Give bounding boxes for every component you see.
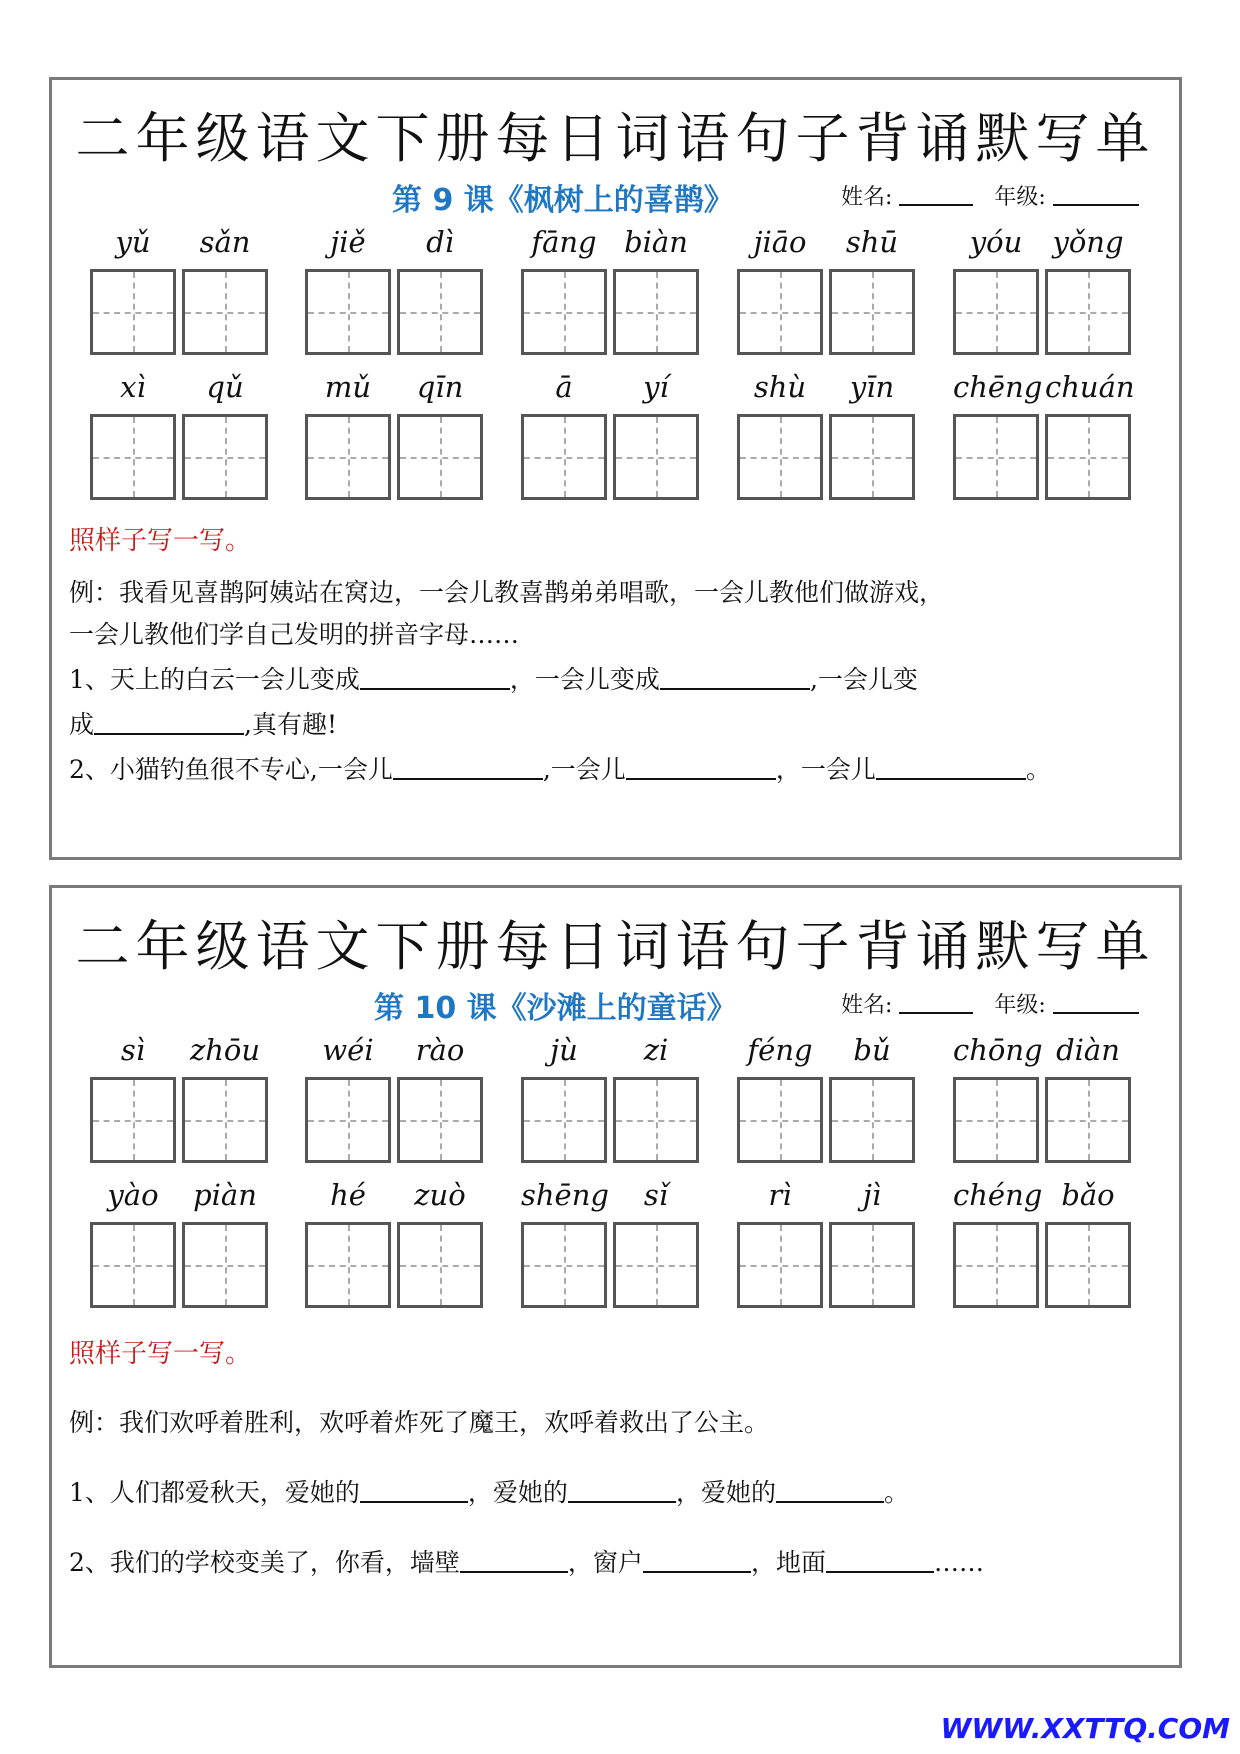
grid-guide-vertical bbox=[780, 272, 782, 352]
writing-grid[interactable] bbox=[737, 269, 823, 355]
pinyin-label: sǎn bbox=[199, 225, 251, 259]
instruction: 照样子写一写。 bbox=[69, 1339, 252, 1369]
question-1-text-e: ,真有趣! bbox=[244, 710, 338, 739]
question-1-text-c: ,一会儿变 bbox=[809, 665, 918, 694]
question-1-text-a: 1、人们都爱秋天，爱她的 bbox=[69, 1478, 360, 1507]
pinyin-label: rì bbox=[768, 1178, 792, 1212]
grid-guide-vertical bbox=[872, 272, 874, 352]
writing-grid[interactable] bbox=[953, 1222, 1039, 1308]
grid-guide-vertical bbox=[656, 417, 658, 497]
writing-grid[interactable] bbox=[613, 269, 699, 355]
writing-grid[interactable] bbox=[521, 269, 607, 355]
writing-grid[interactable] bbox=[182, 1077, 268, 1163]
pinyin-label: yóu bbox=[969, 225, 1023, 259]
grid-guide-vertical bbox=[348, 1080, 350, 1160]
site-watermark: WWW.XXTTQ.COM bbox=[940, 1712, 1230, 1745]
name-label: 姓名: bbox=[841, 185, 893, 210]
pinyin-label: jù bbox=[550, 1033, 578, 1067]
pinyin-label: chēng bbox=[953, 370, 1043, 404]
question-1 bbox=[69, 1473, 909, 1509]
lesson-heading: 第 9 课《枫树上的喜鹊》 bbox=[392, 183, 734, 218]
question-2-text-c: ，一会儿 bbox=[775, 755, 876, 784]
writing-grid[interactable] bbox=[737, 1077, 823, 1163]
pinyin-label: chéng bbox=[953, 1178, 1043, 1212]
pinyin-label: xì bbox=[120, 370, 146, 404]
writing-grid[interactable] bbox=[953, 269, 1039, 355]
question-2 bbox=[69, 750, 1051, 786]
pinyin-label: biàn bbox=[624, 225, 688, 259]
grid-guide-vertical bbox=[996, 417, 998, 497]
grid-guide-vertical bbox=[996, 272, 998, 352]
answer-blank[interactable] bbox=[660, 668, 810, 690]
question-1 bbox=[69, 660, 918, 696]
pinyin-label: féng bbox=[747, 1033, 813, 1067]
pinyin-label: ā bbox=[555, 370, 573, 404]
writing-grid[interactable] bbox=[397, 1077, 483, 1163]
grid-guide-vertical bbox=[780, 1080, 782, 1160]
grid-guide-vertical bbox=[133, 417, 135, 497]
pinyin-label: bǎo bbox=[1061, 1178, 1115, 1212]
pinyin-label: dì bbox=[426, 225, 454, 259]
writing-grid[interactable] bbox=[737, 414, 823, 500]
writing-grid[interactable] bbox=[521, 1077, 607, 1163]
grid-guide-vertical bbox=[1088, 1080, 1090, 1160]
writing-grid[interactable] bbox=[397, 1222, 483, 1308]
writing-grid[interactable] bbox=[182, 414, 268, 500]
writing-grid[interactable] bbox=[305, 1222, 391, 1308]
grid-guide-vertical bbox=[1088, 417, 1090, 497]
question-1-text-c: ，爱她的 bbox=[675, 1478, 776, 1507]
question-1-text-b: ，一会儿变成 bbox=[509, 665, 660, 694]
writing-grid[interactable] bbox=[90, 269, 176, 355]
writing-grid[interactable] bbox=[90, 414, 176, 500]
writing-grid[interactable] bbox=[90, 1077, 176, 1163]
writing-grid[interactable] bbox=[1045, 269, 1131, 355]
pinyin-label: yí bbox=[643, 370, 669, 404]
writing-grid[interactable] bbox=[521, 414, 607, 500]
writing-grid[interactable] bbox=[397, 414, 483, 500]
writing-grid[interactable] bbox=[829, 269, 915, 355]
grade-blank[interactable] bbox=[1053, 994, 1139, 1014]
pinyin-label: chuán bbox=[1045, 370, 1135, 404]
grid-guide-vertical bbox=[872, 417, 874, 497]
grid-guide-vertical bbox=[1088, 272, 1090, 352]
writing-grid[interactable] bbox=[182, 269, 268, 355]
grid-guide-vertical bbox=[225, 1080, 227, 1160]
lesson-heading: 第 10 课《沙滩上的童话》 bbox=[374, 991, 737, 1026]
pinyin-label: sì bbox=[120, 1033, 146, 1067]
worksheet-title: 二年级语文下册每日词语句子背诵默写单 bbox=[75, 107, 1156, 170]
pinyin-label: zuò bbox=[414, 1178, 466, 1212]
grid-guide-vertical bbox=[872, 1225, 874, 1305]
question-2-text-a: 2、小猫钓鱼很不专心,一会儿 bbox=[69, 755, 393, 784]
writing-grid[interactable] bbox=[613, 1222, 699, 1308]
writing-grid[interactable] bbox=[737, 1222, 823, 1308]
pinyin-label: yīn bbox=[849, 370, 895, 404]
question-1-text-a: 1、天上的白云一会儿变成 bbox=[69, 665, 360, 694]
writing-grid[interactable] bbox=[90, 1222, 176, 1308]
grid-guide-vertical bbox=[225, 417, 227, 497]
pinyin-label: zhōu bbox=[189, 1033, 261, 1067]
grid-guide-vertical bbox=[656, 272, 658, 352]
pinyin-label: qǔ bbox=[206, 370, 244, 404]
grid-guide-vertical bbox=[225, 272, 227, 352]
question-2-text-c: ，地面 bbox=[750, 1548, 826, 1577]
pinyin-label: sǐ bbox=[643, 1178, 669, 1212]
writing-grid[interactable] bbox=[521, 1222, 607, 1308]
pinyin-label: shù bbox=[753, 370, 807, 404]
grid-guide-vertical bbox=[348, 417, 350, 497]
name-blank[interactable] bbox=[899, 994, 973, 1014]
pinyin-label: yǒng bbox=[1052, 225, 1124, 259]
grid-guide-vertical bbox=[656, 1080, 658, 1160]
grid-guide-vertical bbox=[996, 1080, 998, 1160]
writing-grid[interactable] bbox=[829, 1222, 915, 1308]
writing-grid[interactable] bbox=[953, 414, 1039, 500]
grid-guide-vertical bbox=[348, 272, 350, 352]
pinyin-label: chōng bbox=[953, 1033, 1043, 1067]
worksheet-lesson-9 bbox=[49, 77, 1182, 860]
pinyin-label: shū bbox=[845, 225, 899, 259]
instruction: 照样子写一写。 bbox=[69, 526, 252, 556]
pinyin-label: wéi bbox=[322, 1033, 374, 1067]
example-line: 例：我们欢呼着胜利，欢呼着炸死了魔王，欢呼着救出了公主。 bbox=[69, 1408, 770, 1437]
grid-guide-vertical bbox=[133, 1080, 135, 1160]
grid-guide-vertical bbox=[1088, 1225, 1090, 1305]
pinyin-label: zi bbox=[643, 1033, 669, 1067]
question-1-text-b: ，爱她的 bbox=[467, 1478, 568, 1507]
grid-guide-vertical bbox=[440, 1080, 442, 1160]
example-line-1: 例：我看见喜鹊阿姨站在窝边，一会儿教喜鹊弟弟唱歌，一会儿教他们做游戏， bbox=[69, 578, 945, 607]
writing-grid[interactable] bbox=[305, 269, 391, 355]
example-line-2: 一会儿教他们学自己发明的拼音字母…… bbox=[69, 620, 520, 649]
writing-grid[interactable] bbox=[182, 1222, 268, 1308]
grid-guide-vertical bbox=[225, 1225, 227, 1305]
grid-guide-vertical bbox=[656, 1225, 658, 1305]
grid-guide-vertical bbox=[440, 272, 442, 352]
writing-grid[interactable] bbox=[829, 1077, 915, 1163]
pinyin-label: bǔ bbox=[853, 1033, 891, 1067]
question-1-text-d: 成 bbox=[69, 710, 95, 739]
worksheet-title: 二年级语文下册每日词语句子背诵默写单 bbox=[75, 915, 1156, 978]
writing-grid[interactable] bbox=[1045, 414, 1131, 500]
name-label: 姓名: bbox=[841, 993, 893, 1018]
answer-blank[interactable] bbox=[568, 1481, 676, 1503]
answer-blank[interactable] bbox=[776, 1481, 884, 1503]
answer-blank[interactable] bbox=[94, 713, 244, 735]
pinyin-label: piàn bbox=[193, 1178, 257, 1212]
grade-label: 年级: bbox=[994, 185, 1046, 210]
writing-grid[interactable] bbox=[397, 269, 483, 355]
pinyin-label: diàn bbox=[1056, 1033, 1120, 1067]
question-2-text-b: ，窗户 bbox=[567, 1548, 643, 1577]
pinyin-label: fāng bbox=[531, 225, 597, 259]
grid-guide-vertical bbox=[780, 1225, 782, 1305]
question-1-cont bbox=[69, 705, 337, 741]
answer-blank[interactable] bbox=[360, 668, 510, 690]
writing-grid[interactable] bbox=[1045, 1222, 1131, 1308]
grid-guide-vertical bbox=[564, 1080, 566, 1160]
grid-guide-vertical bbox=[348, 1225, 350, 1305]
answer-blank[interactable] bbox=[643, 1551, 751, 1573]
grid-guide-vertical bbox=[872, 1080, 874, 1160]
answer-blank[interactable] bbox=[460, 1551, 568, 1573]
name-grade-fields bbox=[841, 180, 1139, 211]
grid-guide-vertical bbox=[564, 1225, 566, 1305]
grade-label: 年级: bbox=[994, 993, 1046, 1018]
grid-guide-vertical bbox=[133, 272, 135, 352]
question-2-text-a: 2、我们的学校变美了，你看，墙壁 bbox=[69, 1548, 460, 1577]
question-2-text-d: 。 bbox=[1025, 755, 1051, 784]
pinyin-label: jiāo bbox=[753, 225, 807, 259]
answer-blank[interactable] bbox=[393, 758, 543, 780]
grade-blank[interactable] bbox=[1053, 186, 1139, 206]
pinyin-label: qīn bbox=[416, 370, 464, 404]
question-2-text-b: ,一会儿 bbox=[542, 755, 626, 784]
writing-grid[interactable] bbox=[305, 1077, 391, 1163]
grid-guide-vertical bbox=[996, 1225, 998, 1305]
name-blank[interactable] bbox=[899, 186, 973, 206]
writing-grid[interactable] bbox=[613, 414, 699, 500]
grid-guide-vertical bbox=[564, 272, 566, 352]
pinyin-label: rào bbox=[415, 1033, 465, 1067]
grid-guide-vertical bbox=[564, 417, 566, 497]
question-2 bbox=[69, 1543, 984, 1579]
pinyin-label: hé bbox=[330, 1178, 366, 1212]
writing-grid[interactable] bbox=[953, 1077, 1039, 1163]
question-2-text-d: …… bbox=[933, 1548, 984, 1577]
pinyin-label: jiě bbox=[330, 225, 366, 259]
grid-guide-vertical bbox=[780, 417, 782, 497]
writing-grid[interactable] bbox=[829, 414, 915, 500]
answer-blank[interactable] bbox=[626, 758, 776, 780]
worksheet-lesson-10 bbox=[49, 885, 1182, 1668]
grid-guide-vertical bbox=[133, 1225, 135, 1305]
writing-grid[interactable] bbox=[613, 1077, 699, 1163]
writing-grid[interactable] bbox=[305, 414, 391, 500]
grid-guide-vertical bbox=[440, 1225, 442, 1305]
name-grade-fields bbox=[841, 988, 1139, 1019]
pinyin-label: yǔ bbox=[115, 225, 151, 259]
question-1-text-d: 。 bbox=[883, 1478, 909, 1507]
answer-blank[interactable] bbox=[876, 758, 1026, 780]
answer-blank[interactable] bbox=[360, 1481, 468, 1503]
writing-grid[interactable] bbox=[1045, 1077, 1131, 1163]
pinyin-label: mǔ bbox=[324, 370, 372, 404]
answer-blank[interactable] bbox=[826, 1551, 934, 1573]
pinyin-label: shēng bbox=[521, 1178, 609, 1212]
pinyin-label: yào bbox=[107, 1178, 159, 1212]
pinyin-label: jì bbox=[862, 1178, 882, 1212]
grid-guide-vertical bbox=[440, 417, 442, 497]
